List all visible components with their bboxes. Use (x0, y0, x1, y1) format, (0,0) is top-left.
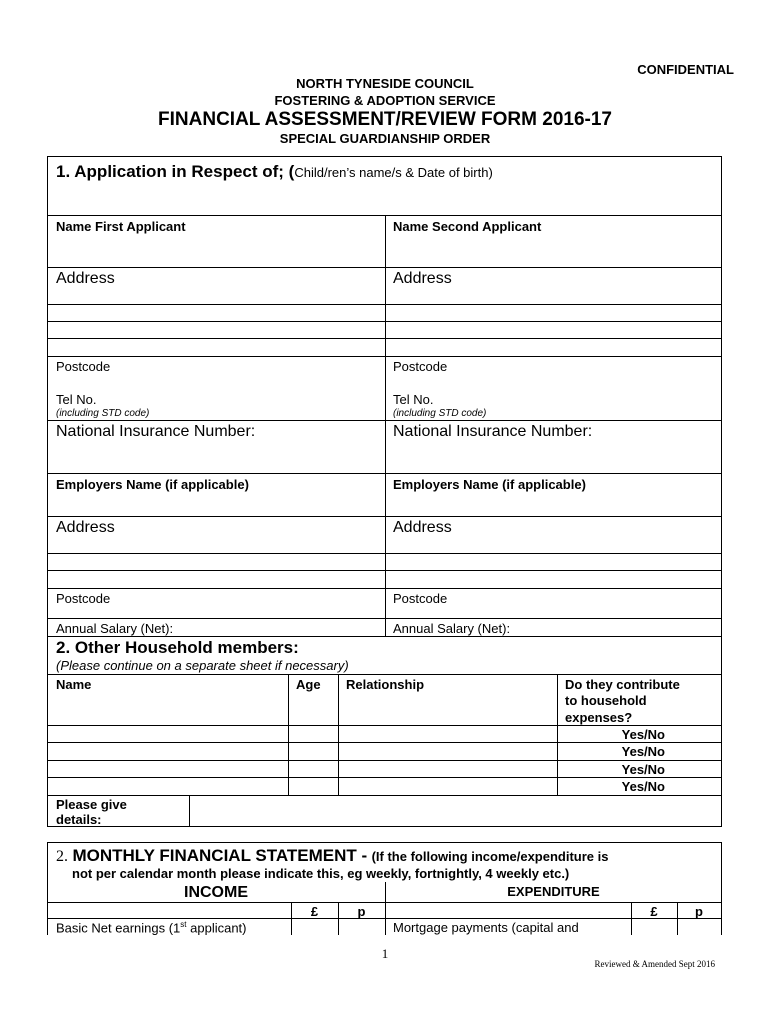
details-label-2: details: (56, 812, 102, 827)
first-tel-label: Tel No. (56, 392, 97, 407)
first-employer-label: Employers Name (if applicable) (56, 477, 249, 492)
section2-note: (Please continue on a separate sheet if necessary) (56, 658, 349, 673)
second-std-note: (including STD code) (393, 408, 487, 419)
mortgage-label: Mortgage payments (capital and (393, 920, 579, 935)
first-address-label: Address (56, 270, 115, 287)
second-employer-address-label: Address (393, 519, 452, 536)
first-ni-label: National Insurance Number: (56, 423, 256, 440)
order-title: SPECIAL GUARDIANSHIP ORDER (279, 131, 491, 146)
section3-note: not per calendar month please indicate this, eg weekly, fortnightly, 4 weekly etc.) (72, 866, 570, 881)
expenditure-pound-header: £ (650, 904, 658, 919)
first-employer-postcode-label: Postcode (56, 591, 111, 606)
page-number: 1 (381, 946, 389, 961)
second-ni-label: National Insurance Number: (393, 423, 593, 440)
section2-heading: 2. Other Household members: (56, 638, 299, 657)
yes-no-option: Yes/No (621, 727, 665, 742)
section3-heading: 2. MONTHLY FINANCIAL STATEMENT - (If the following income/expenditure is (56, 846, 609, 865)
income-pence-header: p (357, 904, 366, 919)
first-employer-address-label: Address (56, 519, 115, 536)
expenditure-header: EXPENDITURE (507, 884, 600, 899)
col-name-header: Name (56, 677, 92, 692)
first-std-note: (including STD code) (56, 408, 150, 419)
yes-no-option: Yes/No (621, 744, 665, 759)
col-contribute-header-1: Do they contribute (565, 677, 680, 692)
council-name: NORTH TYNESIDE COUNCIL (296, 76, 474, 91)
col-relationship-header: Relationship (346, 677, 425, 692)
details-label-1: Please give (56, 797, 127, 812)
income-header: INCOME (184, 884, 248, 901)
second-salary-label: Annual Salary (Net): (393, 621, 511, 636)
basic-net-earnings-label: Basic Net earnings (1st applicant) (56, 920, 247, 936)
confidential-label: CONFIDENTIAL (637, 62, 734, 77)
yes-no-option: Yes/No (621, 762, 665, 777)
section1-heading: 1. Application in Respect of; (Child/ren’s name/s & Date of birth) (56, 162, 493, 181)
col-age-header: Age (296, 677, 321, 692)
second-employer-postcode-label: Postcode (393, 591, 448, 606)
income-pound-header: £ (310, 904, 319, 919)
second-address-label: Address (393, 270, 452, 287)
second-postcode-label: Postcode (393, 359, 448, 374)
form-title: FINANCIAL ASSESSMENT/REVIEW FORM 2016-17 (158, 109, 612, 130)
second-tel-label: Tel No. (393, 392, 434, 407)
yes-no-option: Yes/No (621, 779, 665, 794)
first-postcode-label: Postcode (56, 359, 111, 374)
first-applicant-label: Name First Applicant (56, 219, 186, 234)
col-contribute-header-2: to household (565, 693, 647, 708)
expenditure-pence-header: p (695, 904, 703, 919)
first-salary-label: Annual Salary (Net): (56, 621, 174, 636)
second-applicant-label: Name Second Applicant (393, 219, 542, 234)
revision-note: Reviewed & Amended Sept 2016 (594, 959, 715, 969)
service-name: FOSTERING & ADOPTION SERVICE (274, 93, 496, 108)
second-employer-label: Employers Name (if applicable) (393, 477, 586, 492)
col-contribute-header-3: expenses? (565, 710, 633, 725)
